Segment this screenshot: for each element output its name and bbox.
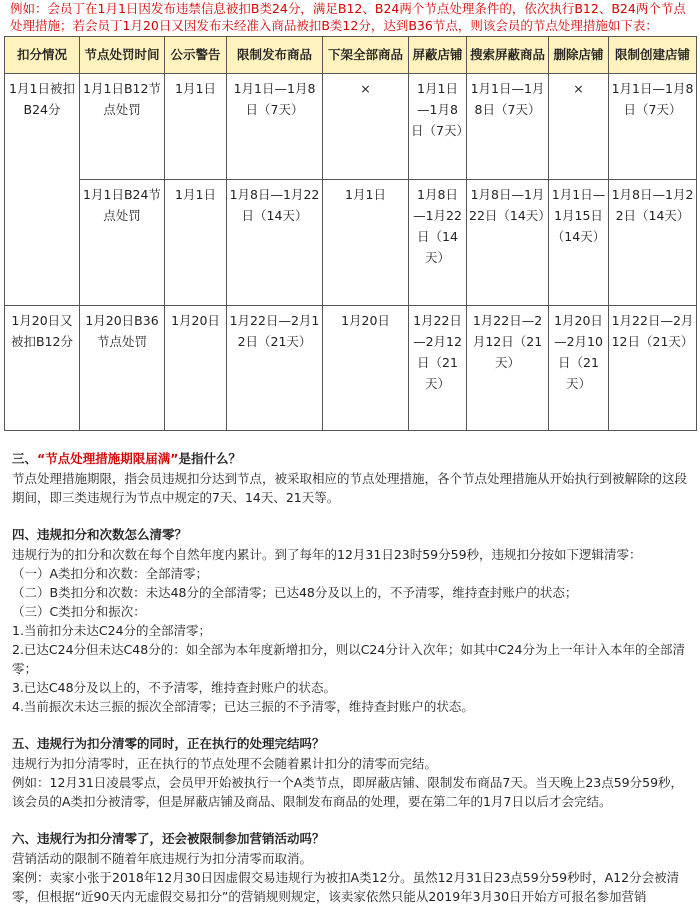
table-cell: × — [549, 74, 609, 180]
section-6 — [4, 829, 696, 906]
table-cell: 1月20日—2月10日（21天） — [549, 306, 609, 431]
table-cell: 1月1日被扣B24分 — [5, 74, 80, 306]
section-3-title — [12, 449, 690, 469]
table-row — [5, 180, 697, 306]
table-cell: 1月1日 — [165, 74, 227, 180]
section-5 — [4, 734, 696, 811]
section-3-body: 节点处理措施期限，指会员违规扣分达到节点，被采取相应的节点处理措施，各个节点处理措施从开始执行到被解除的这段期间，即三类违规行为节点中规定的7天、14天、21天等。 — [12, 471, 688, 505]
table-cell: 1月8日—1月22日（14天） — [409, 180, 467, 306]
header-node-time: 节点处罚时间 — [80, 37, 165, 74]
table-cell: 1月1日 — [323, 180, 409, 306]
section-5-line: 违规行为扣分清零时，正在执行的节点处理不会随着累计扣分的清零而完结。 — [12, 756, 438, 771]
table-cell: × — [323, 74, 409, 180]
table-cell: 1月22日—2月12日（21天） — [227, 306, 323, 431]
header-restrict-listing: 限制发布商品 — [227, 37, 323, 74]
table-header-row — [5, 37, 697, 74]
table-cell: 1月1日B12节点处罚 — [80, 74, 165, 180]
table-row — [5, 306, 697, 431]
table-cell: 1月20日 — [323, 306, 409, 431]
section-4-title: 四、违规扣分和次数怎么清零？ — [12, 527, 188, 542]
article — [4, 0, 696, 906]
section-4-line: 4.当前振次未达三振的振次全部清零；已达三振的不予清零，维持查封账户的状态。 — [12, 699, 474, 714]
section-4-line: （一）A类扣分和次数：全部清零； — [12, 566, 209, 581]
table-cell: 1月8日—1月22日（14天） — [227, 180, 323, 306]
table-cell: 1月1日—1月8日（7天） — [609, 74, 697, 180]
section-4 — [4, 525, 696, 716]
section-6-line: 案例：卖家小张于2018年12月30日因虚假交易违规行为被扣A类12分。虽然12月31日23点59分59秒时，A12分会被清零，但根据“近90天内无虚假交易扣分”的营销规则规定，该卖家依然只能从2019年3月30日开始方可报名参加营销 — [12, 870, 680, 904]
header-delete-store: 删除店铺 — [549, 37, 609, 74]
header-search-block: 搜索屏蔽商品 — [467, 37, 549, 74]
section-3-suffix: 是指什么？ — [178, 451, 241, 466]
section-3 — [4, 449, 696, 507]
section-3-prefix: 三、 — [12, 451, 38, 466]
table-cell: 1月1日—1月8日（7天） — [227, 74, 323, 180]
table-cell: 1月22日—2月12日（21天） — [409, 306, 467, 431]
table-cell: 1月20日又被扣B12分 — [5, 306, 80, 431]
header-restrict-create: 限制创建店铺 — [609, 37, 697, 74]
table-cell: 1月1日—1月15日（14天） — [549, 180, 609, 306]
table-cell: 1月1日—1月8日（7天） — [409, 74, 467, 180]
table-cell: 1月20日B36节点处罚 — [80, 306, 165, 431]
header-remove-all: 下架全部商品 — [323, 37, 409, 74]
section-4-line: 3.已达C48分及以上的，不予清零，维持查封账户的状态。 — [12, 680, 337, 695]
intro-example-text: 例如：会员丁在1月1日因发布违禁信息被扣B类24分，满足B12、B24两个节点处理条件的，依次执行B12、B24两个节点处理措施；若会员丁1月20日又因发布未经准入商品被扣B类12分，达到B36节点，则该会员的节点处理措施如下表： — [10, 1, 686, 33]
table-cell: 1月22日—2月12日（21天） — [467, 306, 549, 431]
table-row — [5, 74, 697, 180]
header-deduction: 扣分情况 — [5, 37, 80, 74]
section-6-title: 六、违规行为扣分清零了，还会被限制参加营销活动吗？ — [12, 831, 325, 846]
section-3-highlight: “节点处理措施期限届满” — [37, 451, 179, 466]
header-warning: 公示警告 — [165, 37, 227, 74]
section-4-line: 2.已达C24分但未达C48分的：如全部为本年度新增扣分，则以C24分计入次年；如其中C24分为上一年计入本年的全部清零； — [12, 642, 685, 676]
section-5-title: 五、违规行为扣分清零的同时，正在执行的处理完结吗？ — [12, 736, 325, 751]
header-block-store: 屏蔽店铺 — [409, 37, 467, 74]
table-cell: 1月20日 — [165, 306, 227, 431]
section-6-line: 营销活动的限制不随着年底违规行为扣分清零而取消。 — [12, 851, 313, 866]
section-4-line: （三）C类扣分和振次： — [12, 604, 146, 619]
table-cell: 1月8日—1月22日（14天） — [609, 180, 697, 306]
table-cell: 1月1日 — [165, 180, 227, 306]
section-4-line: 违规行为的扣分和次数在每个自然年度内累计。到了每年的12月31日23时59分59秒，违规扣分按如下逻辑清零： — [12, 547, 642, 562]
table-cell: 1月8日—1月22日（14天） — [467, 180, 549, 306]
table-cell: 1月1日B24节点处罚 — [80, 180, 165, 306]
node-penalty-table — [4, 36, 697, 431]
section-4-line: （二）B类扣分和次数：未达48分的全部清零；已达48分及以上的，不予清零，维持查封账户的状态； — [12, 585, 578, 600]
table-cell: 1月22日—2月12日（21天） — [609, 306, 697, 431]
table-cell: 1月1日—1月8日（7天） — [467, 74, 549, 180]
section-5-line: 例如：12月31日凌晨零点，会员甲开始被执行一个A类节点，即屏蔽店铺、限制发布商品7天。当天晚上23点59分59秒，该会员的A类扣分被清零，但是屏蔽店铺及商品、限制发布商品的处理，要在第二年的1月7日以后才会完结。 — [12, 775, 684, 809]
section-4-line: 1.当前扣分未达C24分的全部清零； — [12, 623, 212, 638]
